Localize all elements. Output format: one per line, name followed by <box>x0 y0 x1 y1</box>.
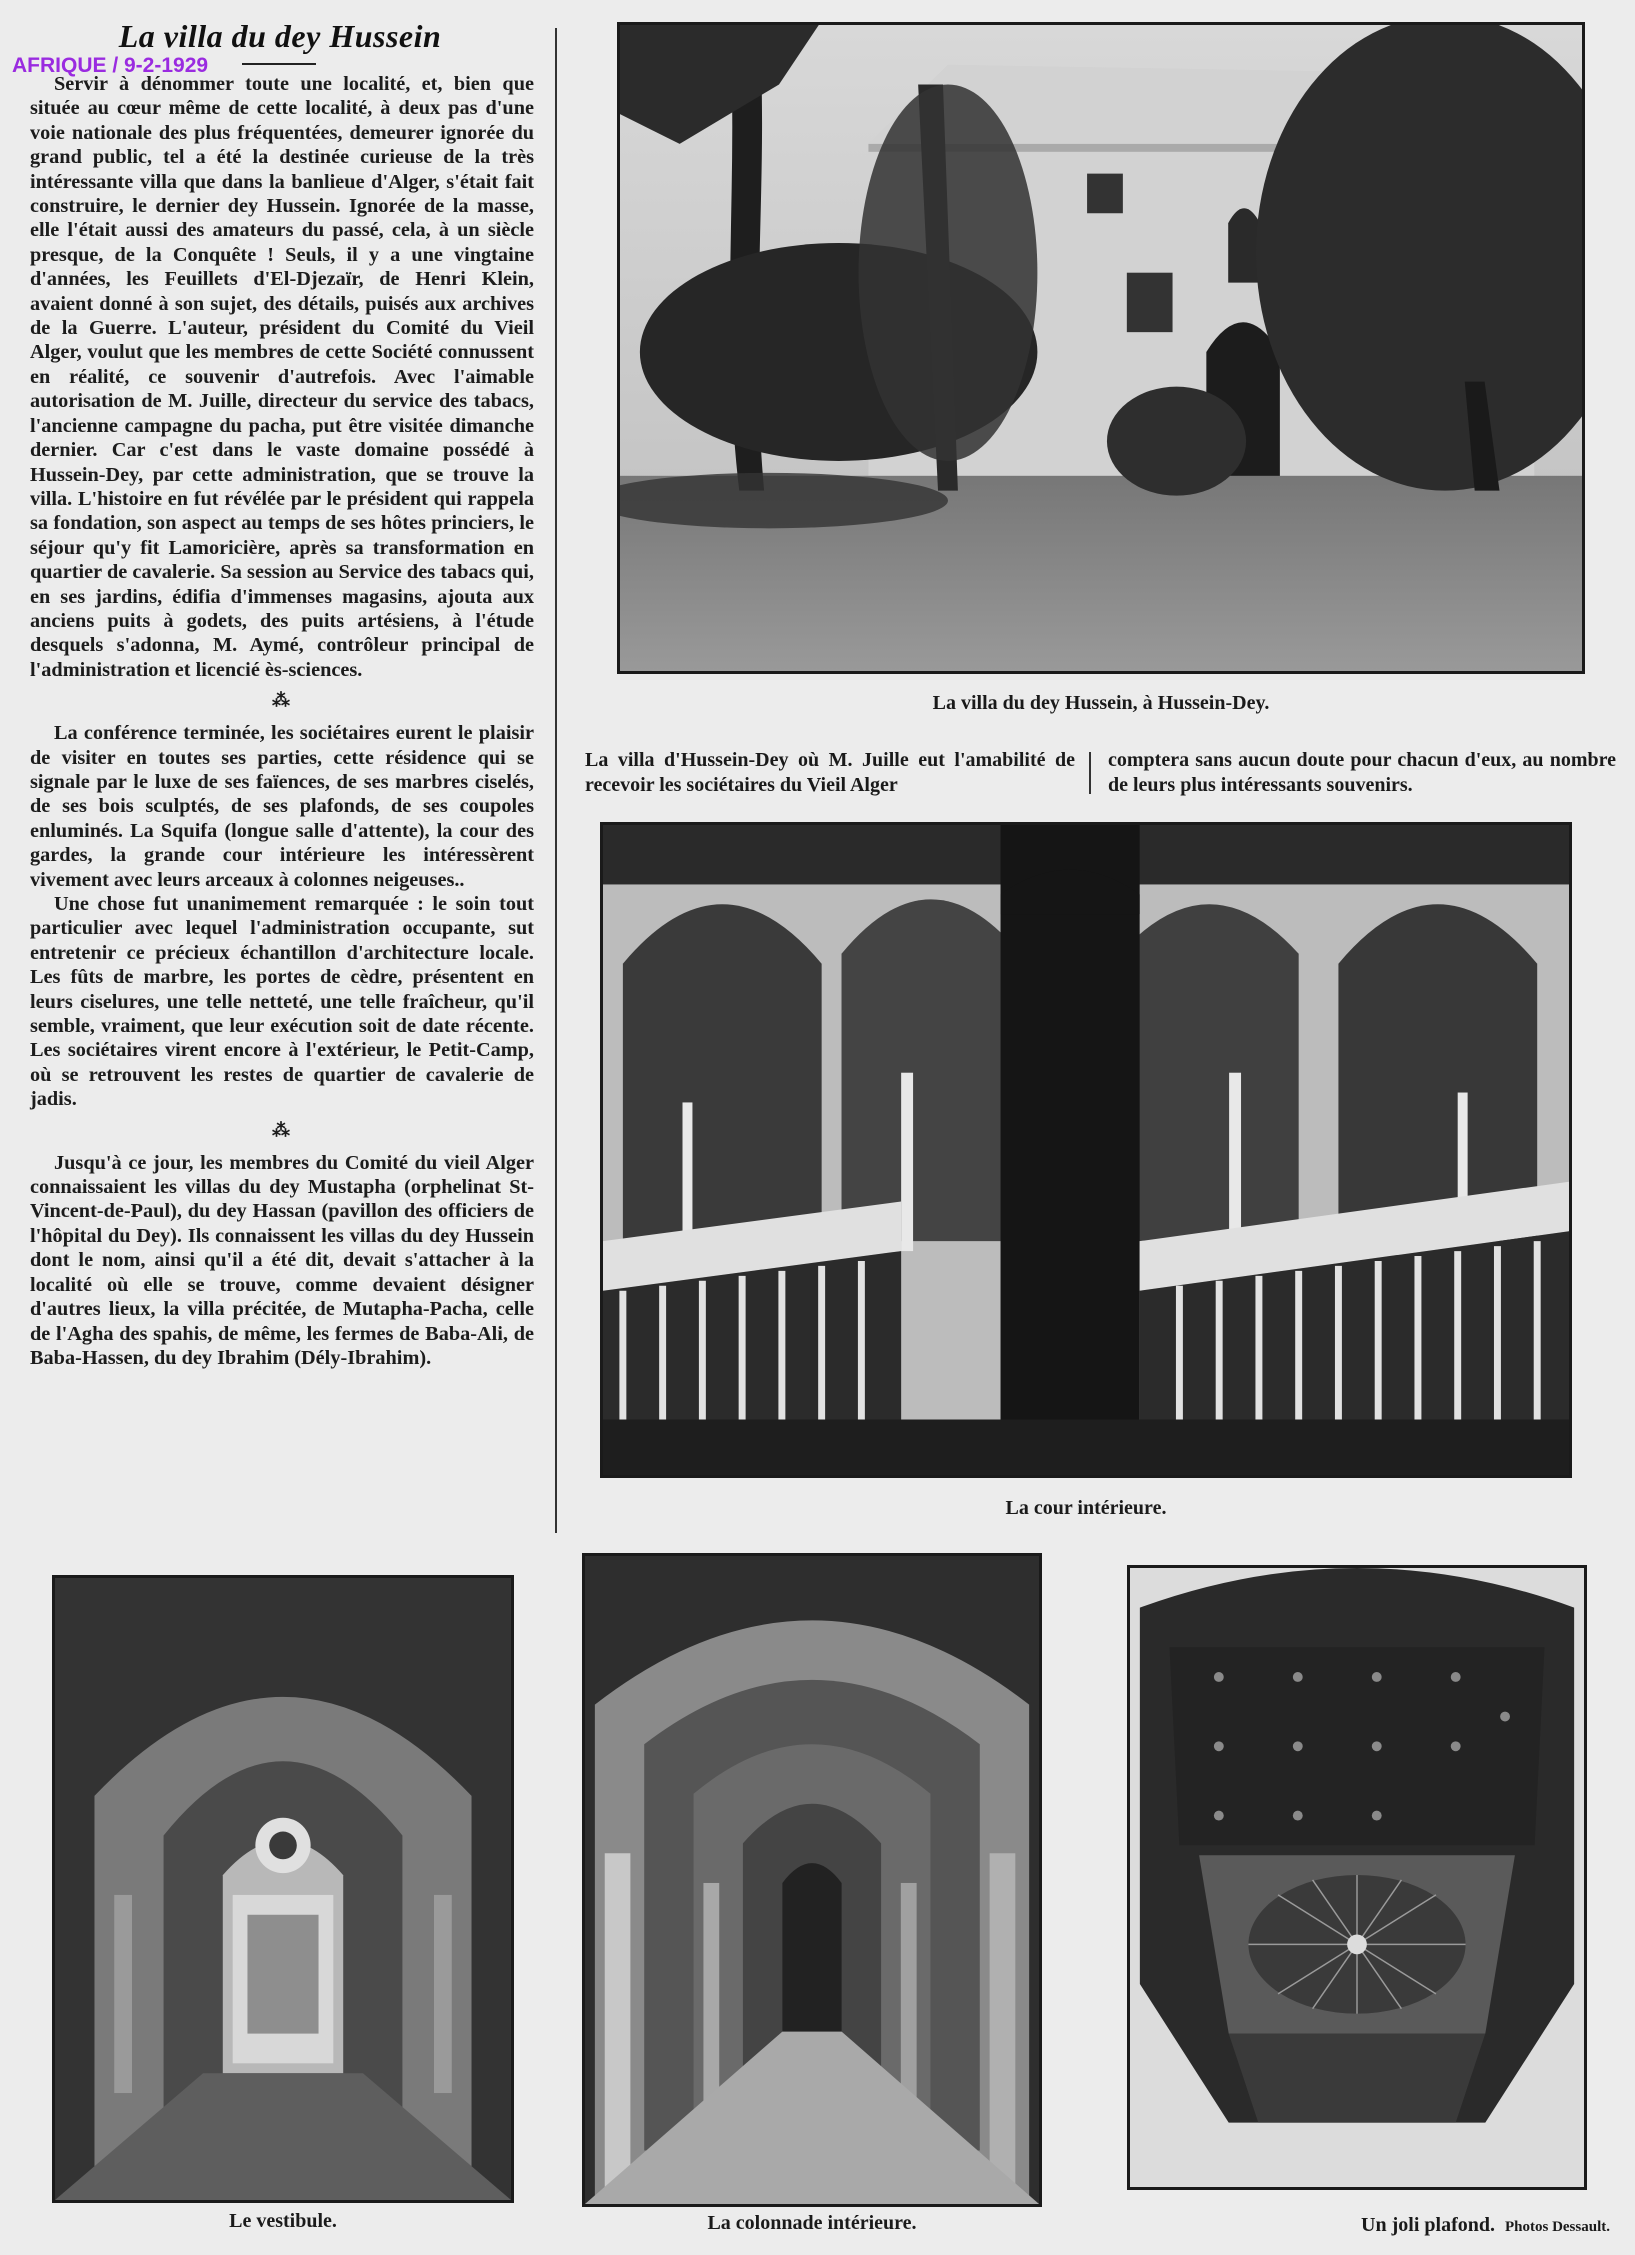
colonnade-photo <box>582 1553 1042 2207</box>
ceiling-photo <box>1127 1565 1587 2190</box>
article-body <box>30 72 534 1370</box>
photo-intro-left: La villa d'Hussein-Dey où M. Juille eut l'amabilité de recevoir les sociétaires du Vieil Alger <box>585 749 1075 796</box>
villa-exterior-photo <box>617 22 1585 674</box>
intro-divider <box>1089 752 1091 794</box>
colonnade-caption: La colonnade intérieure. <box>707 2212 917 2234</box>
vestibule-caption: Le vestibule. <box>229 2210 337 2232</box>
ceiling-caption: Un joli plafond. <box>1361 2214 1495 2236</box>
section-separator: ⁂ <box>272 690 292 711</box>
vestibule-photo <box>52 1575 514 2203</box>
villa-exterior-caption: La villa du dey Hussein, à Hussein-Dey. <box>932 692 1270 714</box>
article-paragraph-1: Servir à dénommer toute une localité, et, bien que située au cœur même de cette localité, à deux pas d'une voie nationale des plus fréquentées, demeurer ignorée du grand public, tel a été la destinée curieuse de la très intéressante villa que dans la banlieue d'Alger, s'était fait construire, le dernier dey Hussein. Ignorée de la masse, elle l'était aussi des amateurs du passé, cela, à un siècle presque, de la Conquête ! Seuls, il y a une vingtaine d'années, les Feuillets d'El-Djezaïr, de Henri Klein, avaient donné à son sujet, des détails, puisés aux archives de la Guerre. L'auteur, président du Comité du Vieil Alger, voulut que les membres de cette Société connussent en réalité, ce souvenir d'autrefois. Avec l'aimable autorisation de M. Juille, directeur du service des tabacs, l'ancienne campagne du pacha, put être visitée dimanche dernier. Car c'est dans le vaste domaine possédé à Hussein-Dey, par cette administration, que se trouve la villa. L'histoire en fut révélée par le président qui rappela sa fondation, son aspect au temps de ses hôtes princiers, le séjour qu'y fit Lamoricière, après sa transformation en quartier de cavalerie. Sa session au Service des tabacs qui, en ses jardins, édifia d'immenses magasins, ajouta aux anciens puits à godets, des puits artésiens, à l'étude desquels s'adonna, M. Aymé, contrôleur principal de l'administration et licencié ès-sciences. <box>30 73 534 681</box>
article-paragraph-4: Jusqu'à ce jour, les membres du Comité du vieil Alger connaissaient les villas du dey Mustapha (orphelinat St-Vincent-de-Paul), du dey Hassan (pavillon des officiers de l'hôpital du Dey). Ils connaissent les villas du dey Hussein dont le nom, ainsi qu'il a été dit, devait s'attacher à la localité où elle se trouve, comme devaient désigner d'autres lieux, la villa précitée, de Mutapha-Pacha, celle de l'Agha des spahis, de même, les fermes de Baba-Ali, de Baba-Hassen, du dey Ibrahim (Dély-Ibrahim). <box>30 1151 534 1369</box>
title-rule <box>242 63 316 65</box>
ceiling-caption-row <box>1180 2214 1610 2237</box>
column-divider <box>555 28 557 1533</box>
section-separator-2: ⁂ <box>272 1119 292 1140</box>
article-title: La villa du dey Hussein <box>118 18 442 54</box>
article-paragraph-2: La conférence terminée, les sociétaires eurent le plaisir de visiter en toutes ses parties, cette résidence qui se signale par le luxe de ses faïences, de ses marbres ciselés, de ses bois sculptés, de ses plafonds, de ses coupoles enluminés. La Squifa (longue salle d'attente), la cour des gardes, la grande cour intérieure les intéressèrent vivement avec leurs arceaux à colonnes neigeuses.. <box>30 722 534 891</box>
courtyard-photo <box>600 822 1572 1478</box>
courtyard-caption: La cour intérieure. <box>1005 1497 1167 1519</box>
photo-intro-right: comptera sans aucun doute pour chacun d'eux, au nombre de leurs plus intéressants souvenirs. <box>1108 749 1616 796</box>
article-paragraph-3: Une chose fut unanimement remarquée : le soin tout particulier avec lequel l'administration occupante, sut entretenir ce précieux échantillon d'architecture locale. Les fûts de marbre, les portes de cèdre, présentent en leurs ciselures, une telle netteté, une telle fraîcheur, qu'il semble, vraiment, que leur exécution soit de date récente. Les sociétaires virent encore à l'extérieur, le Petit-Camp, où se retrouvent les restes de quartier de cavalerie de jadis. <box>30 893 534 1111</box>
photo-credit: Photos Dessault. <box>1504 2219 1610 2235</box>
date-stamp: AFRIQUE / 9-2-1929 <box>12 54 209 77</box>
